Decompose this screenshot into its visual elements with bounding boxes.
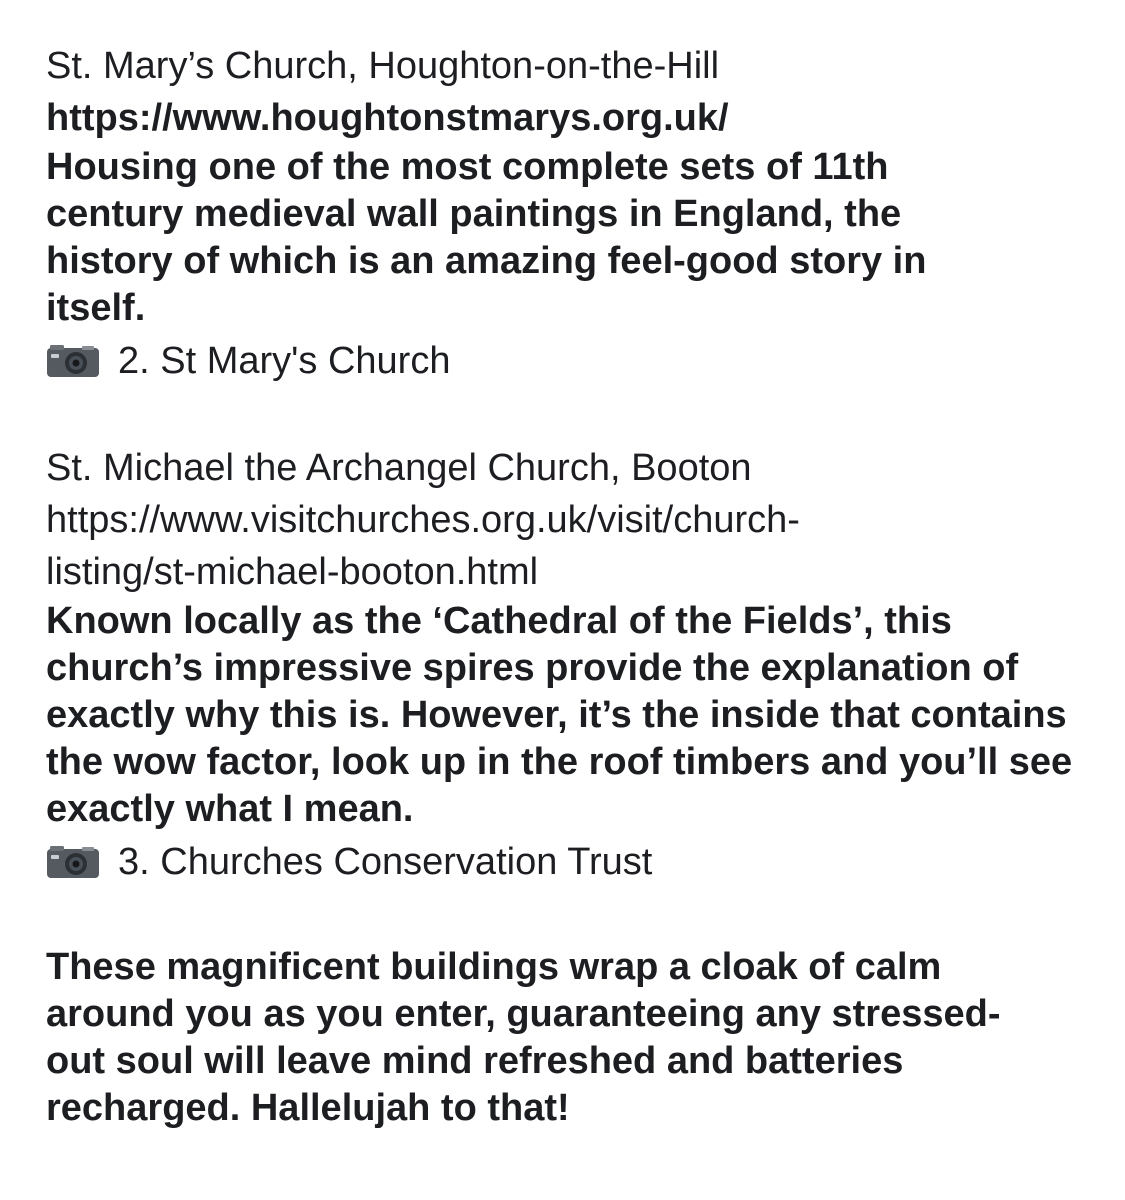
church-link[interactable]: https://www.visitchurches.org.uk/visit/church- <box>46 499 800 541</box>
camera-icon <box>46 845 100 879</box>
section-booton <box>46 442 1106 888</box>
closing-paragraph: These magnificent buildings wrap a cloak of calm around you as you enter, guaranteeing any stressed-out soul will leave mind refreshed and batteries recharged. Hallelujah to that! <box>46 946 1001 1129</box>
church-description: Known locally as the ‘Cathedral of the Fields’, this church’s impressive spires provide the explanation of exactly why this is. However, it’s the inside that contains the wow factor, look up in the roof timbers and you’ll see exactly what I mean. <box>46 600 1073 830</box>
church-link-continued[interactable]: listing/st-michael-booton.html <box>46 551 539 593</box>
church-title: St. Mary’s Church, Houghton-on-the-Hill <box>46 45 720 87</box>
church-title: St. Michael the Archangel Church, Booton <box>46 447 752 489</box>
spacer <box>46 387 1106 442</box>
camera-icon <box>46 344 100 378</box>
church-description: Housing one of the most complete sets of 11th century medieval wall paintings in England, the history of which is an amazing feel-good story in itself. <box>46 146 927 329</box>
church-link[interactable]: https://www.houghtonstmarys.org.uk/ <box>46 97 729 139</box>
photo-credit-line <box>46 836 1106 888</box>
section-houghton <box>46 40 1106 387</box>
post-text <box>46 40 1106 1132</box>
photo-credit: 3. Churches Conservation Trust <box>118 841 653 883</box>
photo-credit: 2. St Mary's Church <box>118 340 451 382</box>
spacer <box>46 888 1106 944</box>
photo-credit-line <box>46 335 1106 387</box>
